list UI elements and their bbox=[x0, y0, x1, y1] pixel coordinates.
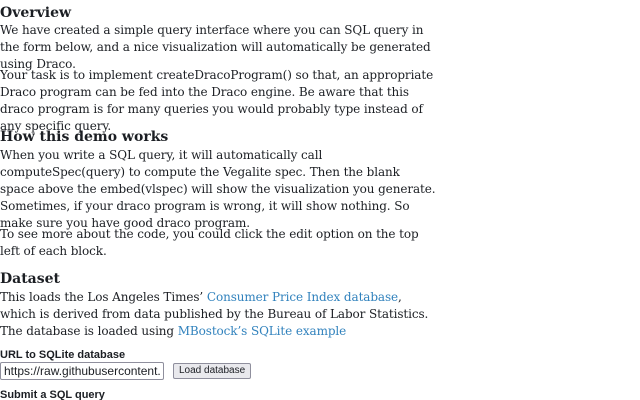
overview-paragraph-task: Your task is to implement createDracoProgram() so that, an appropriate Draco program can be fed into the Draco engine. Be aware that this draco program is for many queries you would probably type instead of any specific query. bbox=[0, 68, 434, 133]
dataset-paragraph bbox=[0, 289, 436, 340]
dataset-text-intro: This loads the Los Angeles Times’ bbox=[0, 290, 207, 304]
sqlite-example-link[interactable]: MBostock’s SQLite example bbox=[177, 324, 347, 338]
url-label: URL to SQLite database bbox=[0, 349, 126, 361]
dataset-text-middle: , which is derived from data published by the Bureau of Labor Statistics. The database is loaded using bbox=[0, 290, 429, 338]
cpi-database-link[interactable]: Consumer Price Index database bbox=[206, 290, 399, 304]
demo-paragraph-how: When you write a SQL query, it will automatically call computeSpec(query) to compute the Vegalite spec. Then the blank space above the embed(vlspec) will show the visualization you generate. Sometimes, if your draco program is wrong, it will show nothing. So make sure you have good draco program. bbox=[0, 148, 436, 230]
dataset-heading: Dataset bbox=[0, 271, 61, 287]
demo-paragraph-code: To see more about the code, you could click the edit option on the top left of each block. bbox=[0, 227, 419, 258]
overview-paragraph-intro: We have created a simple query interface where you can SQL query in the form below, and a nice visualization will automatically be generated using Draco. bbox=[0, 23, 431, 71]
sql-query-label: Submit a SQL query bbox=[0, 389, 105, 400]
load-database-button[interactable]: Load database bbox=[173, 363, 251, 379]
sqlite-url-input[interactable] bbox=[0, 362, 164, 380]
demo-heading: How this demo works bbox=[0, 129, 169, 145]
overview-heading: Overview bbox=[0, 5, 72, 21]
